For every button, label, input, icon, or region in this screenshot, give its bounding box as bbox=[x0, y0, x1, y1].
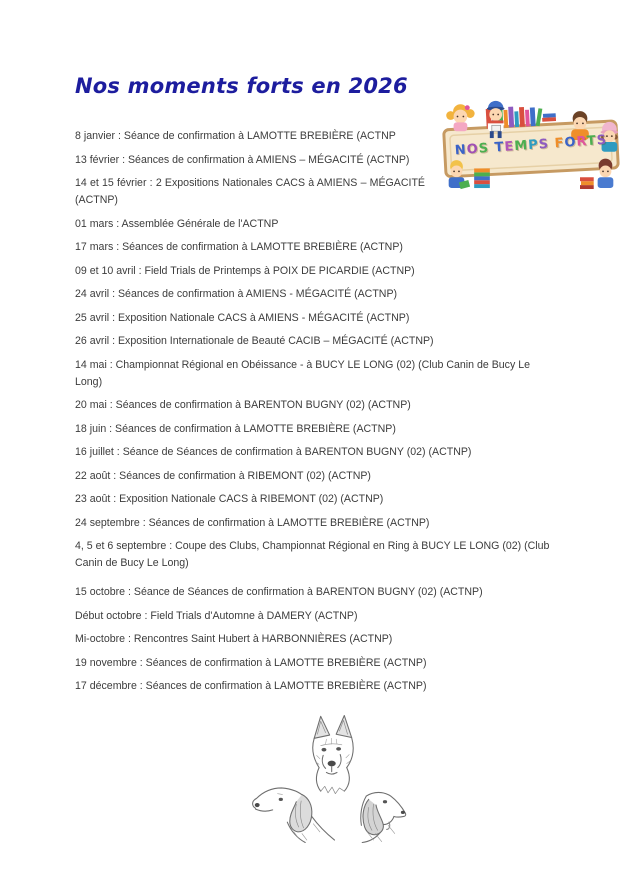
event-item: 14 et 15 février : 2 Expositions Nationales CACS à AMIENS – MÉGACITÉ (ACTNP) bbox=[75, 177, 425, 206]
event-item: 13 février : Séances de confirmation à AMIENS – MÉGACITÉ (ACTNP) bbox=[75, 153, 410, 166]
event-item: 14 mai : Championnat Régional en Obéissance - à BUCY LE LONG (02) (Club Canin de Bucy Le Long) bbox=[75, 358, 530, 388]
event-item: 24 avril : Séances de confirmation à AMIENS - MÉGACITÉ (ACTNP) bbox=[75, 288, 398, 300]
event-item: Mi-octobre : Rencontres Saint Hubert à HARBONNIÈRES (ACTNP) bbox=[75, 633, 393, 645]
spaniel-left-head-icon bbox=[253, 788, 335, 843]
german-shepherd-head-icon bbox=[313, 716, 354, 794]
event-item: 26 avril : Exposition Internationale de Beauté CACIB – MÉGACITÉ (ACTNP) bbox=[75, 335, 434, 347]
sign-text: NOS TEMPS FORTS bbox=[454, 132, 608, 159]
event-item: 09 et 10 avril : Field Trials de Printemps à POIX DE PICARDIE (ACTNP) bbox=[75, 264, 415, 277]
event-item: 25 avril : Exposition Nationale CACS à AMIENS - MÉGACITÉ (ACTNP) bbox=[75, 311, 410, 324]
event-item: 16 juillet : Séance de Séances de confirmation à BARENTON BUGNY (02) (ACTNP) bbox=[75, 446, 472, 458]
event-item: 4, 5 et 6 septembre : Coupe des Clubs, Championnat Régional en Ring à BUCY LE LONG (02) (Club Canin de Bucy Le Long) bbox=[75, 540, 550, 569]
event-item: 01 mars : Assemblée Générale de l'ACTNP bbox=[75, 217, 279, 230]
event-item: 24 septembre : Séances de confirmation à LAMOTTE BREBIÈRE (ACTNP) bbox=[75, 516, 430, 529]
event-item: 23 août : Exposition Nationale CACS à RIBEMONT (02) (ACTNP) bbox=[75, 493, 384, 505]
dogs-sketch-illustration bbox=[245, 705, 420, 853]
event-item: 20 mai : Séances de confirmation à BARENTON BUGNY (02) (ACTNP) bbox=[75, 399, 411, 411]
page-title: Nos moments forts en 2026 bbox=[75, 74, 408, 98]
events-list bbox=[75, 128, 560, 695]
event-item: 22 août : Séances de confirmation à RIBEMONT (02) (ACTNP) bbox=[75, 469, 371, 482]
spaniel-right-head-icon bbox=[361, 792, 406, 842]
three-dogs-sketch bbox=[245, 705, 420, 853]
events-section bbox=[75, 128, 608, 695]
nos-temps-forts-clipart bbox=[433, 86, 629, 196]
event-item: 17 décembre : Séances de confirmation à LAMOTTE BREBIÈRE (ACTNP) bbox=[75, 680, 427, 692]
event-item: 18 juin : Séances de confirmation à LAMOTTE BREBIÈRE (ACTNP) bbox=[75, 422, 396, 435]
event-item: 8 janvier : Séance de confirmation à LAMOTTE BREBIÈRE (ACTNP bbox=[75, 130, 396, 142]
event-item: 15 octobre : Séance de Séances de confirmation à BARENTON BUGNY (02) (ACTNP) bbox=[75, 586, 483, 598]
event-item: Début octobre : Field Trials d'Automne à DAMERY (ACTNP) bbox=[75, 609, 358, 622]
event-item: 19 novembre : Séances de confirmation à LAMOTTE BREBIÈRE (ACTNP) bbox=[75, 656, 427, 669]
event-item: 17 mars : Séances de confirmation à LAMOTTE BREBIÈRE (ACTNP) bbox=[75, 241, 403, 253]
